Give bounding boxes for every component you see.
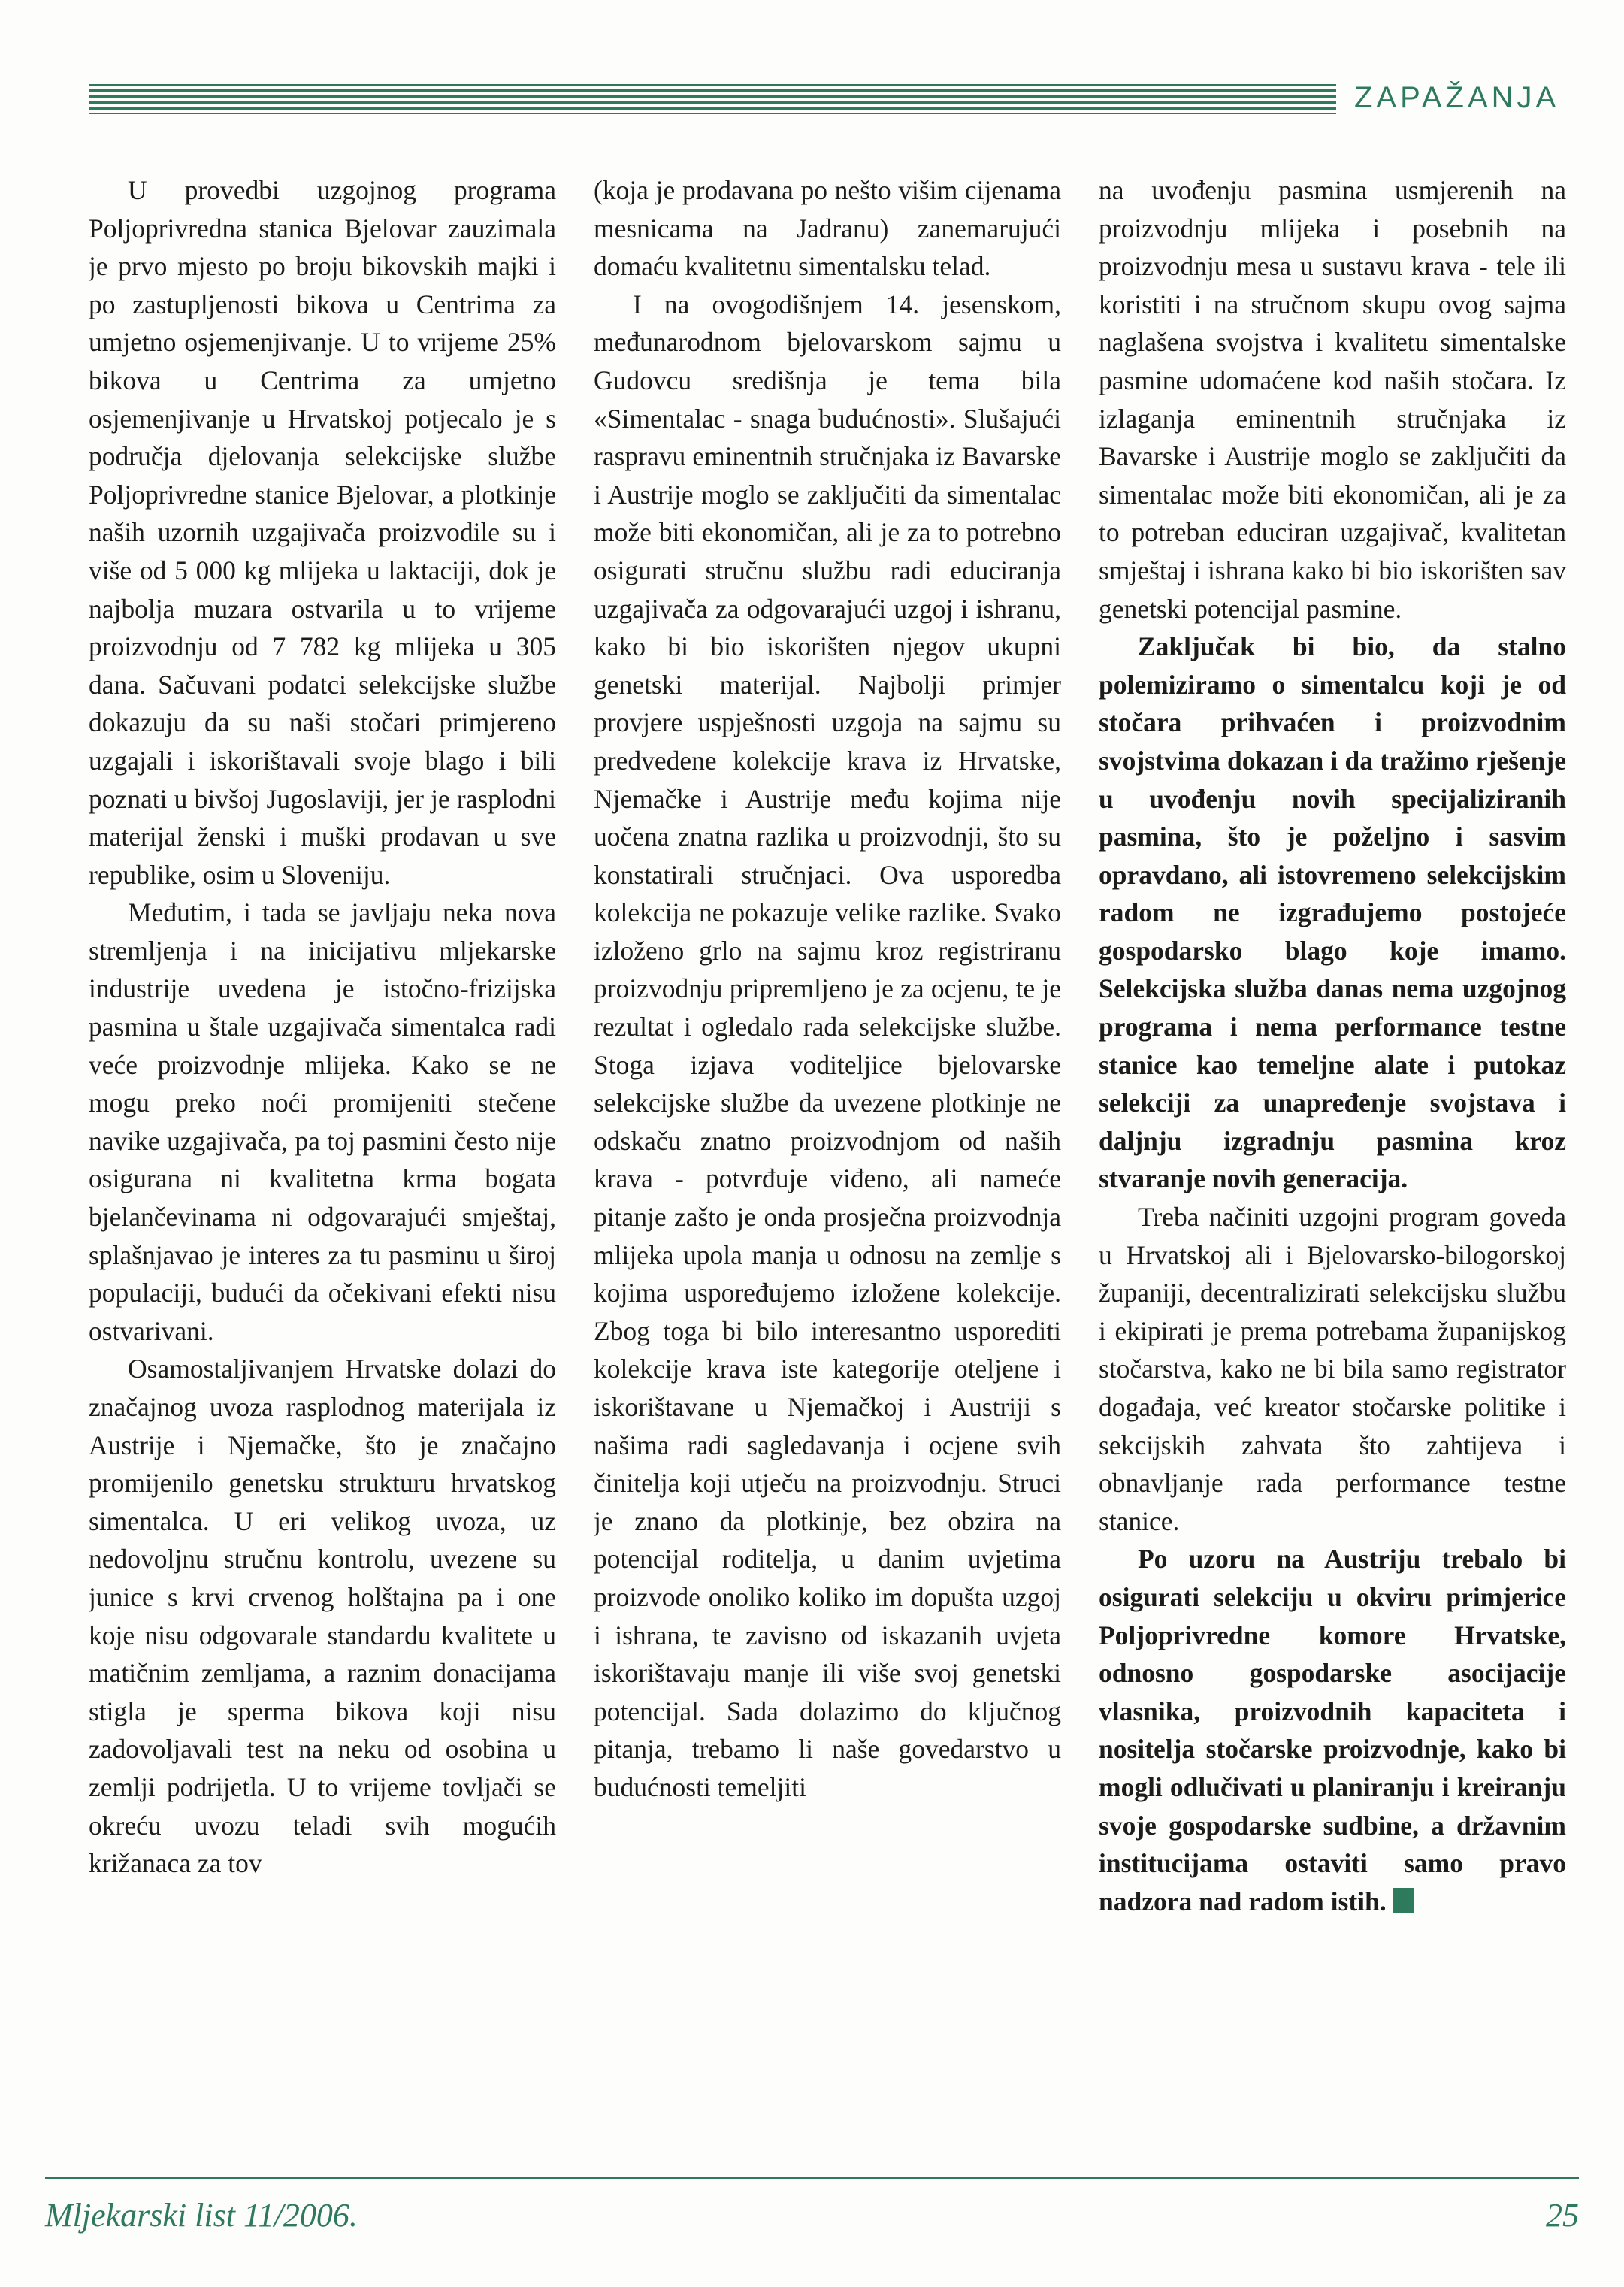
footer-rule [45,2177,1579,2179]
paragraph: Treba načiniti uzgojni program goveda u Hrvatskoj ali i Bjelovarsko-bilogorskoj županiji, decentralizirati selekcijsku službu i ekipirati je prema potrebama županijskog stočarstva, kako ne bi bila samo registrator događaja, već kreator stočarske politike i sekcijskih zahvata što zahtijeva i obnavljanje rada performance testne stanice. [1099,1202,1566,1536]
paragraph: (koja je prodavana po nešto višim cijenama mesnicama na Jadranu) zanemarujući domaću kvalitetnu simentalsku telad. [594,175,1061,282]
paragraph: na uvođenju pasmina usmjerenih na proizvodnju mlijeka i posebnih na proizvodnju mesa u sustavu krava - tele ili koristiti i na stručnom skupu ovog sajma naglašena svojstva i kvalitetu simentalske pasmine udomaćene kod naših stočara. Iz izlaganja eminentnih stručnjaka iz Bavarske i Austrije moglo se zaključiti da simentalac može biti ekonomičan, ali je za to potreban educiran uzgajivač, kvalitetan smještaj i ishrana kako bi bio iskorišten sav genetski potencijal pasmine. [1099,175,1566,624]
article-column-2 [594,171,1061,2118]
page-number: 25 [1546,2197,1579,2234]
conclusion-paragraph: Zaključak bi bio, da stalno polemiziramo o simentalcu koji je od stočara prihvaćen i proizvodnim svojstvima dokazan i da tražimo rješenje u uvođenju novih specijaliziranih pasmina, što je poželjno i sasvim opravdano, ali istovremeno selekcijskim radom ne izgrađujemo postojeće gospodarsko blago koje imamo. Selekcijska služba danas nema uzgojnog programa i nema performance testne stanice kao temeljne alate i putokaz selekciji za unapređenje svojstava i daljnju izgradnju pasmina kroz stvaranje novih generacija. [1099,631,1566,1194]
section-title: ZAPAŽANJA [1354,81,1560,114]
header-rule [89,84,1336,117]
paragraph: U provedbi uzgojnog programa Poljoprivredna stanica Bjelovar zauzimala je prvo mjesto po broju bikovskih majki i po zastupljenosti bikova u Centrima za umjetno osjemenjivanje. U to vrijeme 25% bikova u Centrima za umjetno osjemenjivanje u Hrvatskoj potjecalo je s područja djelovanja selekcijske službe Poljoprivredne stanice Bjelovar, a plotkinje naših uzornih uzgajivača proizvodile su i više od 5 000 kg mlijeka u laktaciji, dok je najbolja muzara ostvarila u to vrijeme proizvodnju od 7 782 kg mlijeka u 305 dana. Sačuvani podatci selekcijske službe dokazuju da su naši stočari primjereno uzgajali i iskorištavali svoje blago i bili poznati u bivšoj Jugoslaviji, jer je rasplodni materijal ženski i muški prodavan u sve republike, osim u Sloveniju. [89,175,556,890]
paragraph: Međutim, i tada se javljaju neka nova stremljenja i na inicijativu mljekarske industrije uvedena je istočno-frizijska pasmina u štale uzgajivača simentalca radi veće proizvodnje mlijeka. Kako se ne mogu preko noći promijeniti stečene navike uzgajivača, pa toj pasmini često nije osigurana ni kvalitetna krma bogata bjelančevinama ni odgovarajući smještaj, splašnjavao je interes za tu pasminu u široj populaciji, budući da očekivani efekti nisu ostvarivani. [89,897,556,1346]
paragraph: Osamostaljivanjem Hrvatske dolazi do značajnog uvoza rasplodnog materijala iz Austrije i Njemačke, što je značajno promijenilo genetsku strukturu hrvatskog simentalca. U eri velikog uvoza, uz nedovoljnu stručnu kontrolu, uvezene su junice s krvi crvenog holštajna pa i one koje nisu odgovarale standardu kvalitete u matičnim zemljama, a raznim donacijama stigla je sperma bikova koji nisu zadovoljavali test na neku od osobina u zemlji podrijetla. U to vrijeme tovljači se okreću uvozu teladi svih mogućih križanaca za tov [89,1354,556,1879]
article-column-3 [1099,171,1566,2118]
end-mark-icon [1393,1888,1414,1913]
closing-paragraph [1099,1540,1566,1920]
closing-text: Po uzoru na Austriju trebalo bi osigurati selekciju u okviru primjerice Poljoprivredne komore Hrvatske, odnosno gospodarske asocijacije vlasnika, proizvodnih kapaciteta i nositelja stočarske proizvodnje, kako bi mogli odlučivati u planiranju i kreiranju svoje gospodarske sudbine, a državnim institucijama ostaviti samo pravo nadzora nad radom istih. [1099,1544,1566,1916]
article-column-1 [89,171,556,2118]
journal-issue: Mljekarski list 11/2006. [45,2197,358,2234]
paragraph: I na ovogodišnjem 14. jesenskom, međunarodnom bjelovarskom sajmu u Gudovcu središnja je tema bila «Simentalac - snaga budućnosti». Slušajući raspravu eminentnih stručnjaka iz Bavarske i Austrije moglo se zaključiti da simentalac može biti ekonomičan, ali je za to potrebno osigurati stručnu službu radi educiranja uzgajivača za odgovarajući uzgoj i ishranu, kako bi bio iskorišten njegov ukupni genetski materijal. Najbolji primjer provjere uspješnosti uzgoja na sajmu su predvedene kolekcije krava iz Hrvatske, Njemačke i Austrije među kojima nije uočena znatna razlika u proizvodnji, što su konstatirali stručnjaci. Ova usporedba kolekcija ne pokazuje velike razlike. Svako izloženo grlo na sajmu kroz registriranu proizvodnju pripremljeno je za ocjenu, te je rezultat i ogledalo rada selekcijske službe. Stoga izjava voditeljice bjelovarske selekcijske službe da uvezene plotkinje ne odskaču znatno proizvodnjom od naših krava - potvrđuje viđeno, ali nameće pitanje zašto je onda prosječna proizvodnja mlijeka upola manja u odnosu na zemlje s kojima uspoređujemo izložene kolekcije. Zbog toga bi bilo interesantno usporediti kolekcije krava iste kategorije oteljene i iskorištavane u Njemačkoj i Austriji s našima radi sagledavanja i ocjene svih činitelja koji utječu na proizvodnju. Struci je znano da plotkinje, bez obzira na potencijal roditelja, u danim uvjetima proizvode onoliko koliko im dopušta uzgoj i ishrana, te zavisno od iskazanih uvjeta iskorištavaju manje ili više svoj genetski potencijal. Sada dolazimo do ključnog pitanja, trebamo li naše govedarstvo u budućnosti temeljiti [594,289,1061,1802]
